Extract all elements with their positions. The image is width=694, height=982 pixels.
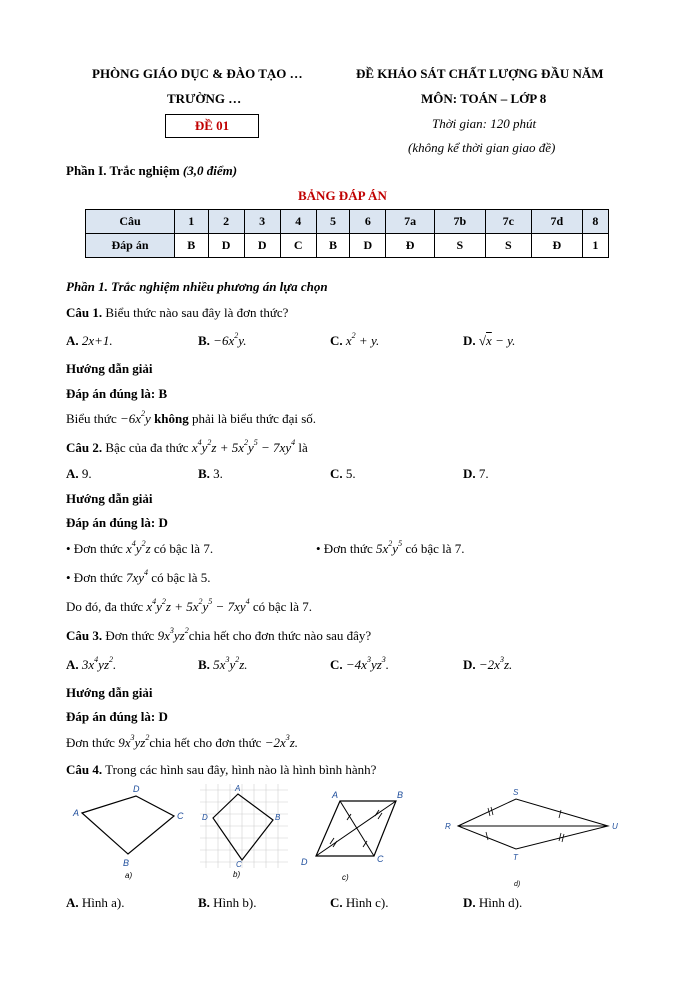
answer-cell: C: [280, 234, 316, 258]
question-cell: 7b: [434, 210, 485, 234]
answer-cell: Đ: [386, 234, 434, 258]
figure-c: [296, 786, 414, 886]
q2-option-a: A. 9.: [66, 466, 92, 481]
exam-title: ĐỀ KHẢO SÁT CHẤT LƯỢNG ĐẦU NĂM: [356, 66, 604, 81]
figure-a: [70, 782, 190, 882]
q1-option-b: B. $-6x^2y$.: [198, 331, 247, 348]
q4-option-a: A. Hình a).: [66, 895, 125, 910]
question-cell: 3: [244, 210, 280, 234]
q3-guide: Hướng dẫn giải: [66, 685, 153, 700]
vertex-label: B: [275, 813, 281, 822]
figure-label: d): [514, 881, 521, 888]
question-cell: 7c: [485, 210, 531, 234]
question-cell: 5: [316, 210, 350, 234]
row-label: Câu: [86, 210, 175, 234]
q2-guide: Hướng dẫn giải: [66, 491, 153, 506]
answer-cell: S: [485, 234, 531, 258]
vertex-label: S: [513, 788, 519, 797]
vertex-label: D: [301, 857, 308, 867]
q3-answer: Đáp án đúng là: D: [66, 709, 168, 724]
q1-option-d: D. √x − y.: [463, 333, 516, 348]
q2-answer: Đáp án đúng là: D: [66, 515, 168, 530]
figure-label: b): [233, 870, 241, 879]
question-cell: 8: [582, 210, 608, 234]
q3-prompt: Câu 3. Đơn thức $9x^3yz^2chia$ hết cho đơn thức nào sau đây?: [66, 626, 372, 643]
time-limit: Thời gian: 120 phút: [432, 116, 537, 131]
vertex-label: D: [133, 784, 140, 794]
answer-table-title: BẢNG ĐÁP ÁN: [298, 188, 387, 203]
vertex-label: A: [235, 784, 241, 793]
vertex-label: U: [612, 822, 618, 831]
q1-prompt: Câu 1. Biểu thức nào sau đây là đơn thức?: [66, 305, 289, 320]
q1-answer: Đáp án đúng là: B: [66, 386, 168, 401]
q1-option-a: A. 2x+1.: [66, 333, 113, 348]
vertex-label: T: [513, 853, 518, 862]
exam-code-box: ĐỀ 01: [165, 114, 259, 138]
q3-option-c: C. $-4x^3yz^3$.: [330, 655, 390, 672]
answer-cell: 1: [582, 234, 608, 258]
vertex-label: A: [332, 790, 339, 800]
answer-cell: B: [316, 234, 350, 258]
part1-title: Phần I. Trắc nghiệm (3,0 điểm): [66, 163, 238, 178]
question-cell: 7a: [386, 210, 434, 234]
answer-table: [85, 209, 609, 258]
q2-bullet-1: • Đơn thức $x^4y^2z$ có bậc là 7.: [66, 539, 214, 556]
q2-prompt: Câu 2. Bậc của đa thức $x^4y^2z + 5x^2y^5 - 7xy^4$ là: [66, 438, 308, 455]
answer-cell: D: [208, 234, 244, 258]
answer-cell: Đ: [531, 234, 582, 258]
answer-cell: B: [175, 234, 209, 258]
question-cell: 4: [280, 210, 316, 234]
question-cell: 7d: [531, 210, 582, 234]
q2-option-d: D. 7.: [463, 466, 489, 481]
vertex-label: D: [202, 813, 208, 822]
vertex-label: A: [73, 808, 80, 818]
q2-bullet-3: • Đơn thức $7xy^4$ có bậc là 5.: [66, 568, 211, 585]
answer-cell: D: [244, 234, 280, 258]
answer-row: [86, 234, 609, 258]
vertex-label: C: [177, 811, 184, 821]
q2-option-b: B. 3.: [198, 466, 223, 481]
q4-option-b: B. Hình b).: [198, 895, 257, 910]
question-cell: 2: [208, 210, 244, 234]
question-cell: 1: [175, 210, 209, 234]
q2-conclusion: Do đó, đa thức $x^4y^2z + 5x^2y^5 - 7xy^4$ có bậc là 7.: [66, 597, 313, 614]
answer-cell: S: [434, 234, 485, 258]
question-cell: 6: [350, 210, 386, 234]
q4-option-d: D. Hình d).: [463, 895, 523, 910]
row-label: Đáp án: [86, 234, 175, 258]
q2-option-c: C. 5.: [330, 466, 356, 481]
q3-option-a: A. $3x^4yz^2$.: [66, 655, 117, 672]
department-name: PHÒNG GIÁO DỤC & ĐÀO TẠO …: [92, 66, 303, 81]
q1-explanation: Biểu thức $-6x^2y$ không phải là biểu thức đại số.: [66, 409, 317, 426]
q3-option-b: B. $5x^3y^2z$.: [198, 655, 248, 672]
q1-option-c: C. $x^2 + y$.: [330, 331, 380, 348]
vertex-label: C: [236, 860, 242, 869]
vertex-label: B: [397, 790, 404, 800]
figure-b: [198, 782, 290, 882]
q3-explanation: Đơn thức $9x^3yz^2chia$ hết cho đơn thức $-2x^3z$.: [66, 733, 299, 750]
subject-line: MÔN: TOÁN – LỚP 8: [421, 91, 547, 106]
q2-bullet-2: • Đơn thức $5x^2y^5$ có bậc là 7.: [316, 539, 465, 556]
vertex-label: B: [123, 858, 130, 868]
q3-option-d: D. $-2x^3z$.: [463, 655, 513, 672]
q1-guide: Hướng dẫn giải: [66, 361, 153, 376]
section-title: Phần 1. Trắc nghiệm nhiều phương án lựa chọn: [66, 279, 328, 294]
answer-cell: D: [350, 234, 386, 258]
vertex-label: R: [445, 822, 451, 831]
school-name: TRƯỜNG …: [167, 91, 242, 106]
q4-prompt: Câu 4. Trong các hình sau đây, hình nào là hình bình hành?: [66, 762, 377, 777]
q4-option-c: C. Hình c).: [330, 895, 389, 910]
figure-label: a): [125, 871, 133, 880]
figure-label: c): [342, 873, 349, 882]
figure-d: [440, 786, 630, 890]
time-note: (không kể thời gian giao đề): [408, 140, 556, 155]
vertex-label: C: [377, 854, 384, 864]
question-row: [86, 210, 609, 234]
